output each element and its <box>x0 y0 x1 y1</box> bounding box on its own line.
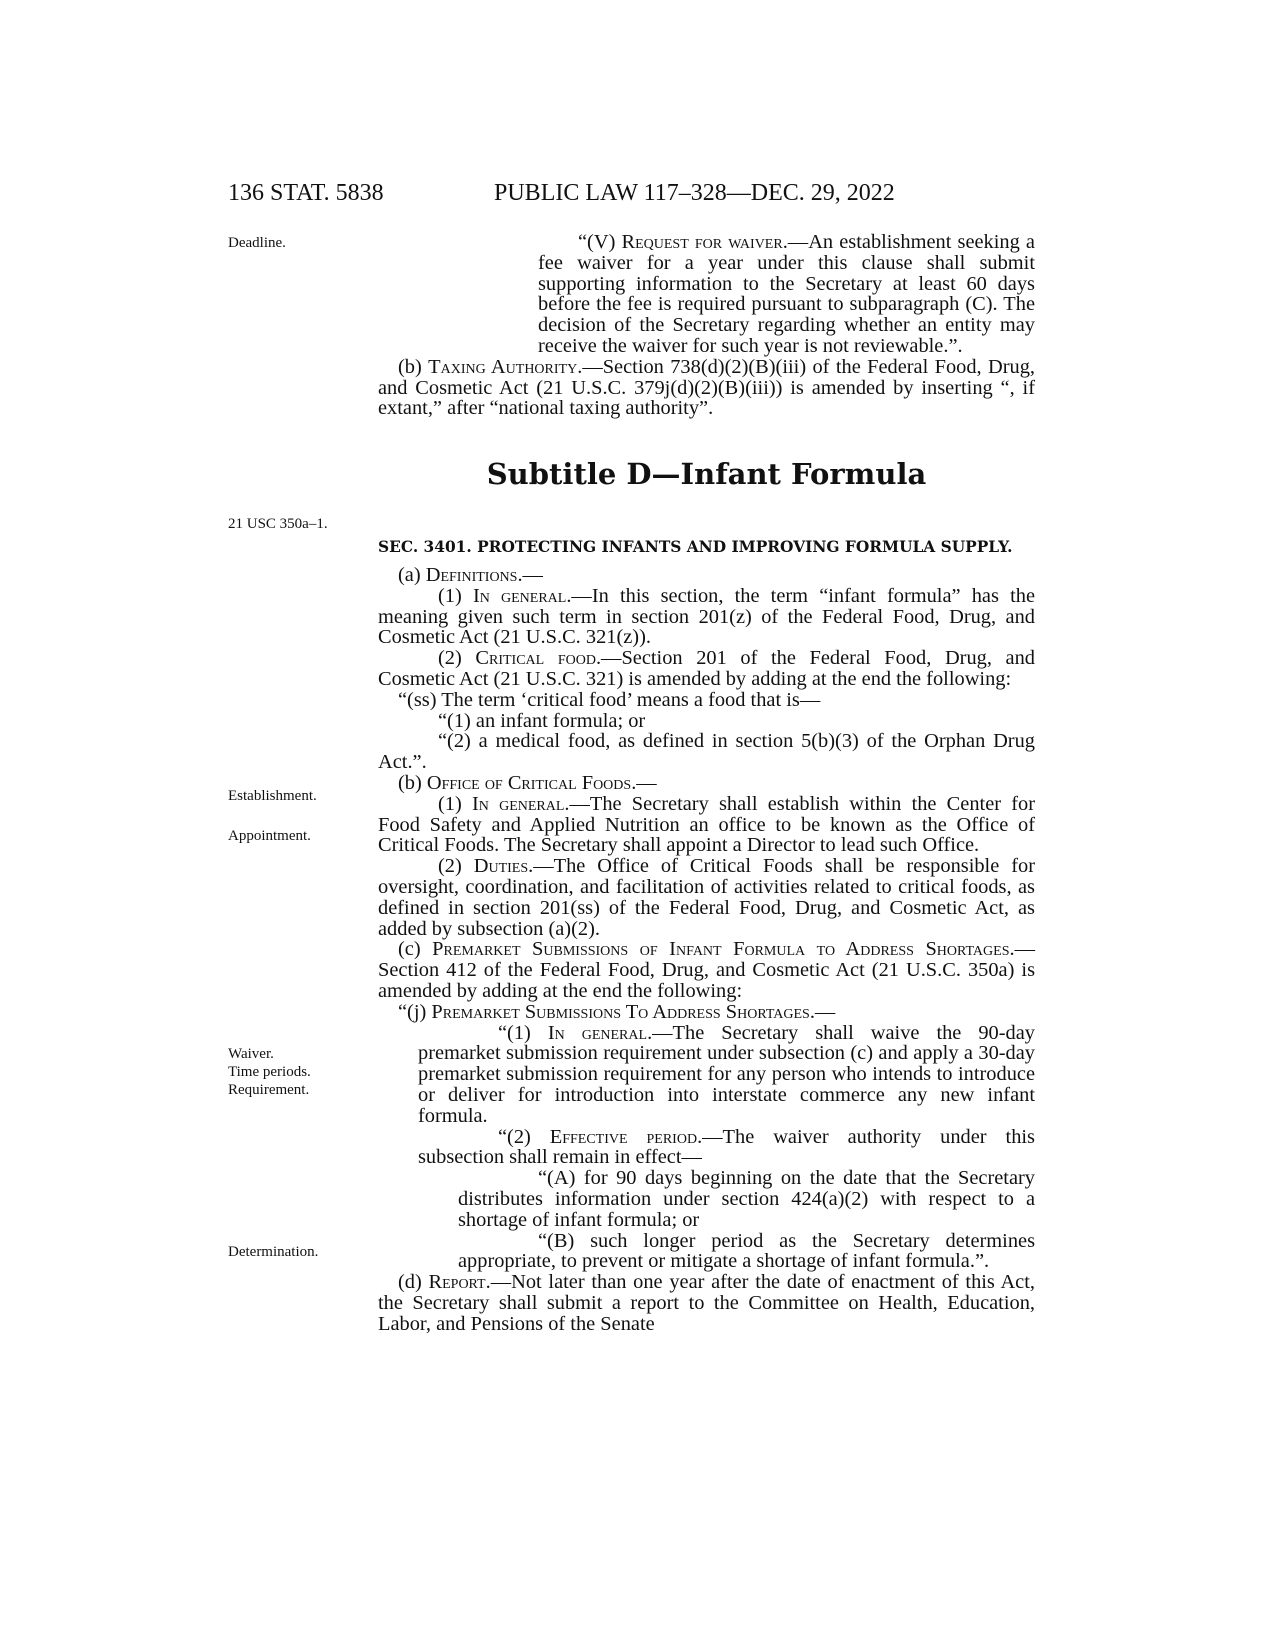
margin-note-determination: Determination. <box>228 1244 319 1260</box>
subsection-b-heading: Taxing Authority <box>428 355 578 378</box>
margin-note-usc: 21 USC 350a–1. <box>228 516 328 532</box>
quoted-j1: “(1) In general.—The Secretary shall waive the 90-day premarket submission requirement under subsection (c) and apply a 30-day premarket submission requirement for any person who intends to introduce or deliver for introduction into interstate commerce any new infant formula. <box>418 1021 1035 1127</box>
subsection-a-definitions: (a) Definitions.— <box>398 564 543 586</box>
section-body <box>378 565 1035 1334</box>
quoted-ss-2: “(2) a medical food, as defined in section 5(b)(3) of the Orphan Drug Act.”. <box>378 730 1035 774</box>
section-heading: SEC. 3401. PROTECTING INFANTS AND IMPROVING FORMULA SUPPLY. <box>378 538 1013 556</box>
statute-citation: 136 STAT. 5838 <box>228 180 384 206</box>
quoted-ss-definition: “(ss) The term ‘critical food’ means a food that is— <box>398 688 821 711</box>
clause-v-heading: Request for waiver <box>621 231 783 253</box>
margin-note-time-periods: Time periods. <box>228 1064 311 1080</box>
quoted-j: “(j) Premarket Submissions To Address Shortages.— <box>398 1000 836 1023</box>
public-law-title: PUBLIC LAW 117–328—DEC. 29, 2022 <box>494 180 895 206</box>
clause-v-request-for-waiver: “(V) Request for waiver.—An establishment seeking a fee waiver for a year under this clause shall submit supporting information to the Secretary at least 60 days before the fee is required pursuant to subparagraph (C). The decision of the Secretary regarding whether an entity may receive the waiver for such year is not reviewable.”. <box>538 231 1035 357</box>
subsection-b-taxing-authority: (b) Taxing Authority.—Section 738(d)(2)(B)(iii) of the Federal Food, Drug, and Cosmetic Act (21 U.S.C. 379j(d)(2)(B)(iii)) is amended by inserting “, if extant,” after “national taxing authority”. <box>378 355 1035 420</box>
margin-note-appointment: Appointment. <box>228 828 311 844</box>
margin-note-establishment: Establishment. <box>228 788 317 804</box>
subsection-b-office: (b) Office of Critical Foods.— <box>398 771 657 794</box>
top-text-block <box>378 232 1035 419</box>
subsection-c-premarket: (c) Premarket Submissions of Infant Formula to Address Shortages.—Section 412 of the Federal Food, Drug, and Cosmetic Act (21 U.S.C. 350a) is amended by adding at the end the following: <box>378 938 1035 1002</box>
paragraph-b1: (1) In general.—The Secretary shall establish within the Center for Food Safety and Applied Nutrition an office to be known as the Office of Critical Foods. The Secretary shall appoint a Director to lead such Office. <box>378 792 1036 857</box>
quoted-j2: “(2) Effective period.—The waiver authority under this subsection shall remain in effect— <box>418 1125 1035 1169</box>
quoted-j2-b: “(B) such longer period as the Secretary determines appropriate, to prevent or mitigate a shortage of infant formula.”. <box>458 1229 1035 1273</box>
margin-note-deadline: Deadline. <box>228 235 286 251</box>
paragraph-a1: (1) In general.—In this section, the term “infant formula” has the meaning given such term in section 201(z) of the Federal Food, Drug, and Cosmetic Act (21 U.S.C. 321(z)). <box>378 584 1035 649</box>
paragraph-b2: (2) Duties.—The Office of Critical Foods shall be responsible for oversight, coordination, and facilitation of activities related to critical foods, as defined in section 201(ss) of the Federal Food, Drug, and Cosmetic Act, as added by subsection (a)(2). <box>378 855 1035 940</box>
quoted-ss-1: “(1) an infant formula; or <box>438 709 646 732</box>
margin-note-waiver: Waiver. <box>228 1046 274 1062</box>
quoted-j2-a: “(A) for 90 days beginning on the date that the Secretary distributes information under section 424(a)(2) with respect to a shortage of infant formula; or <box>458 1167 1035 1231</box>
subtitle-heading: Subtitle D—Infant Formula <box>486 457 927 491</box>
margin-note-requirement: Requirement. <box>228 1082 310 1098</box>
paragraph-a2: (2) Critical food.—Section 201 of the Federal Food, Drug, and Cosmetic Act (21 U.S.C. 321) is amended by adding at the end the following: <box>378 647 1036 690</box>
subsection-d-report: (d) Report.—Not later than one year after the date of enactment of this Act, the Secretary shall submit a report to the Committee on Health, Education, Labor, and Pensions of the Senate <box>378 1271 1035 1335</box>
